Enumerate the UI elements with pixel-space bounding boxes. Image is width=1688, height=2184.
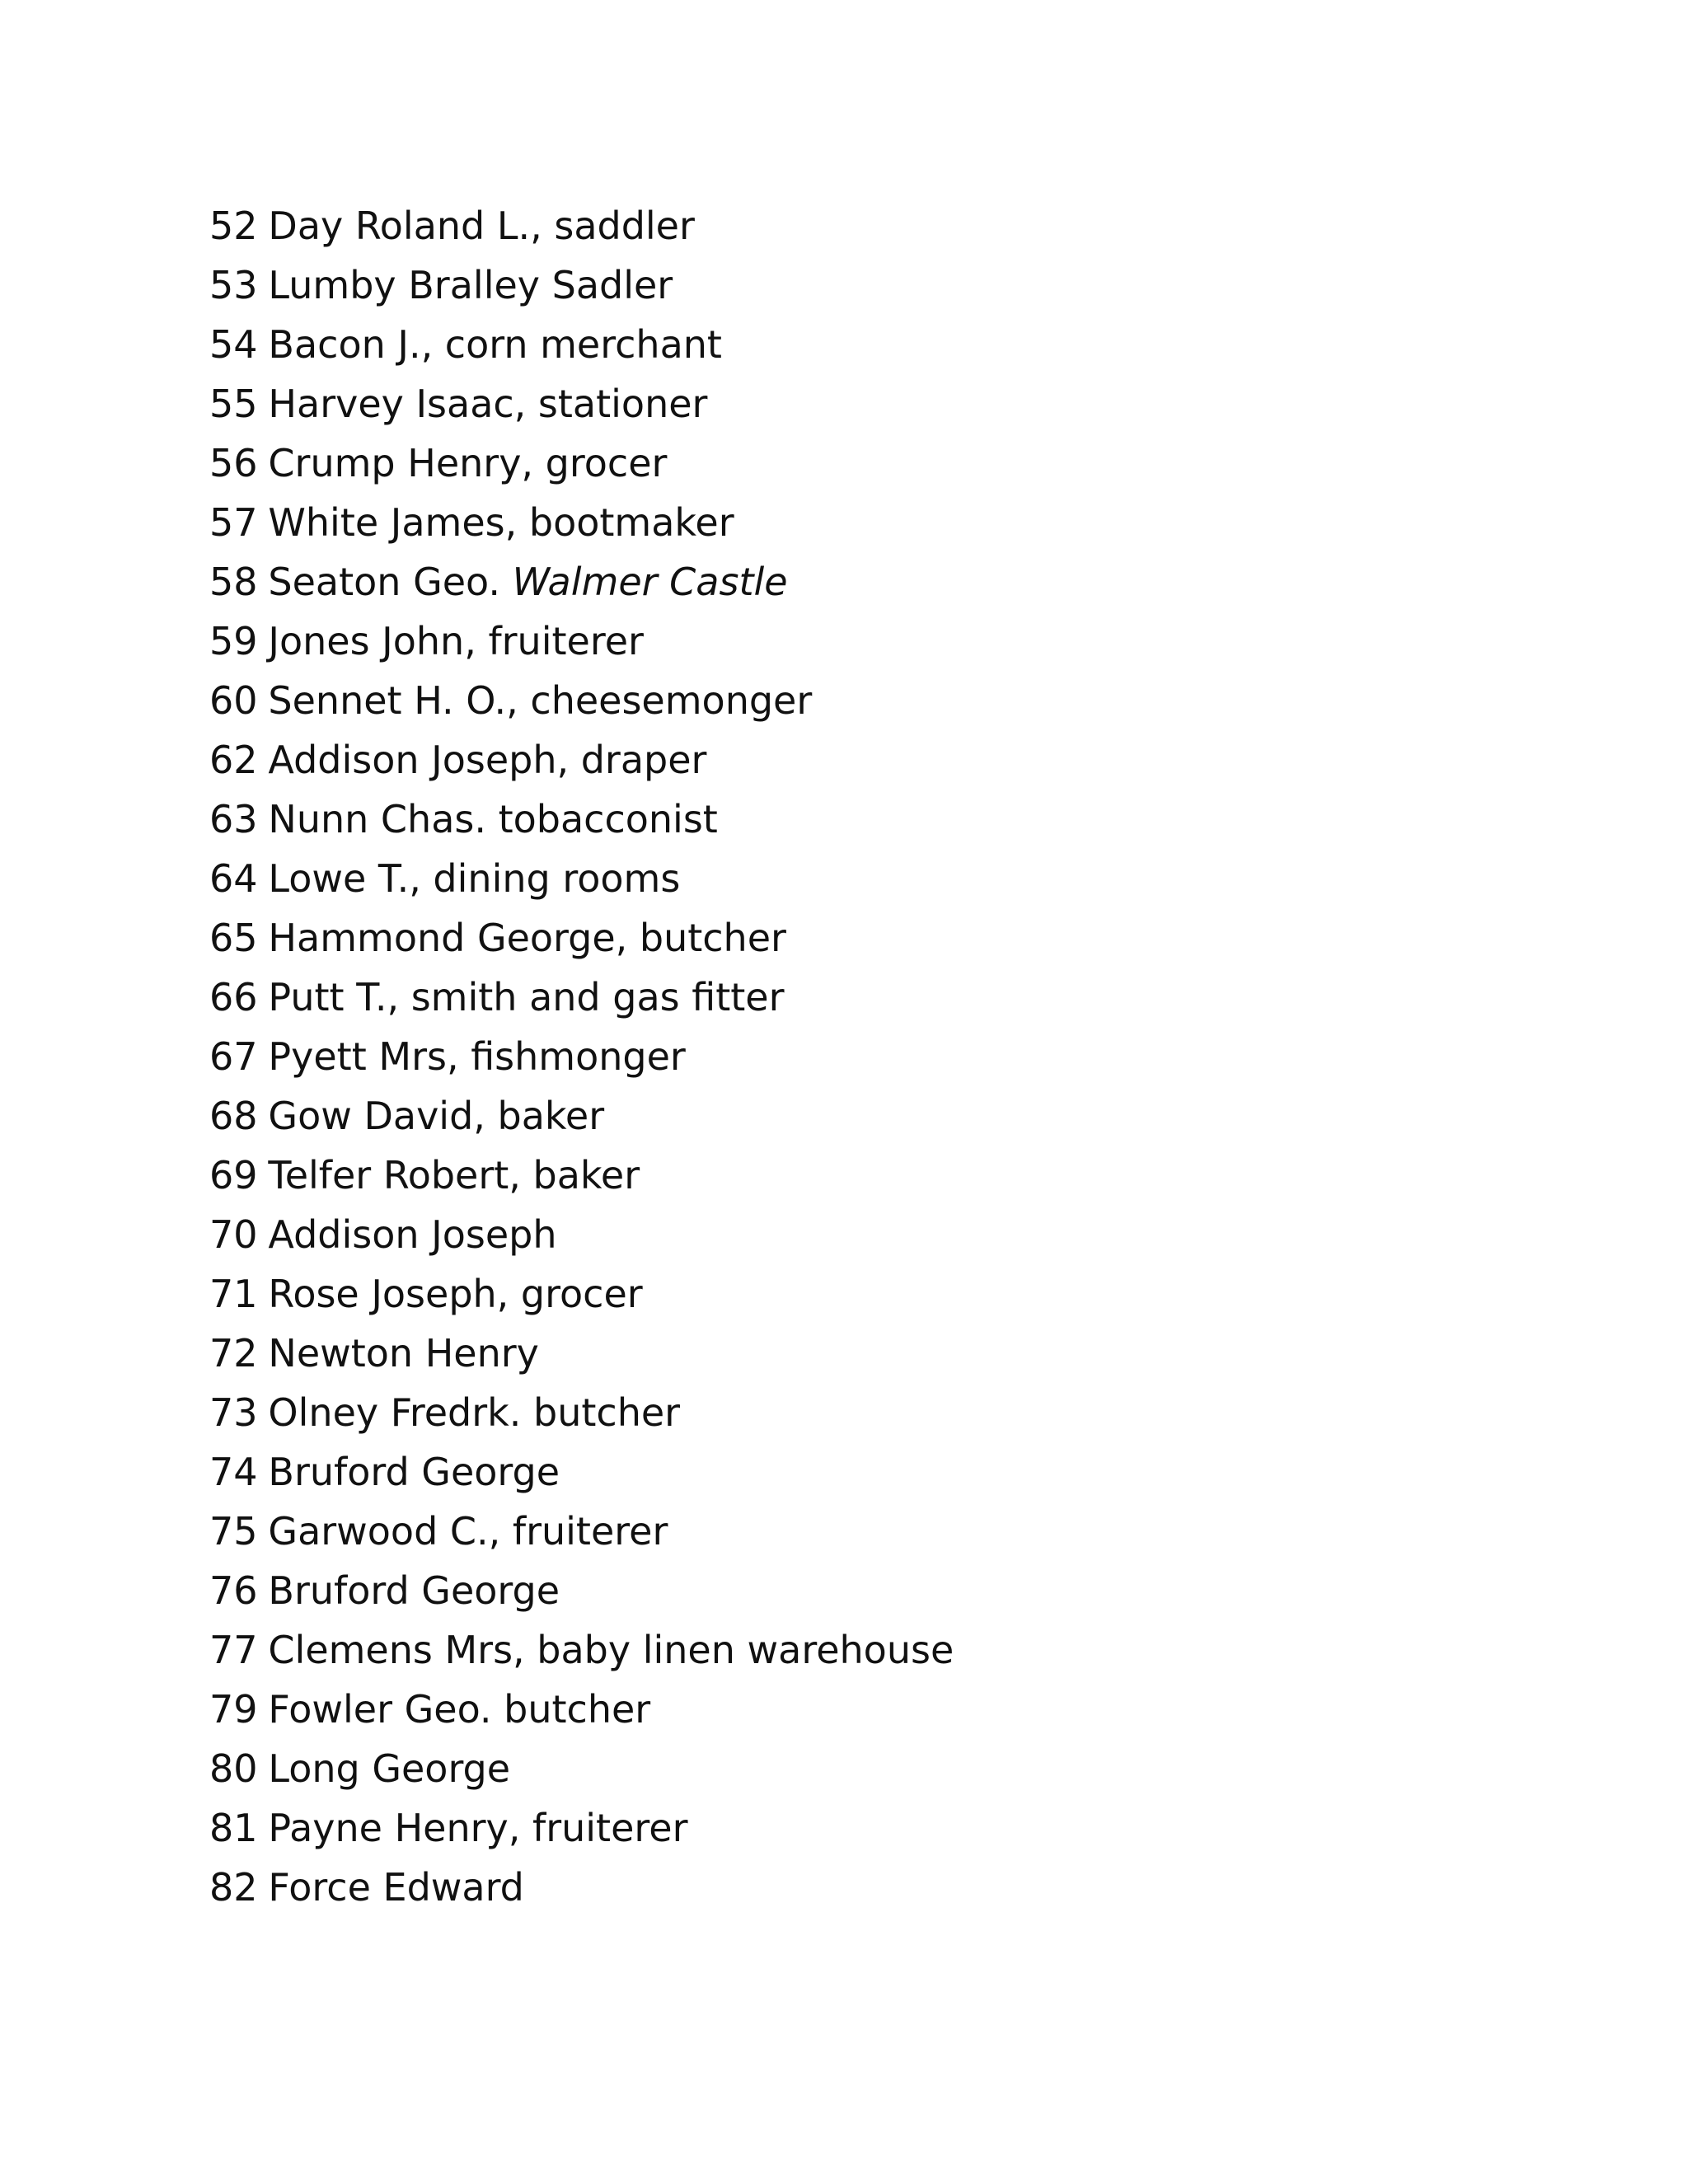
list-item xyxy=(209,1086,954,1146)
list-item xyxy=(209,1324,954,1383)
entry-text: Sennet H. O., cheesemonger xyxy=(268,678,813,723)
entry-text: Fowler Geo. butcher xyxy=(268,1687,651,1732)
entry-text: Bruford George xyxy=(268,1450,560,1494)
entry-text: Addison Joseph, draper xyxy=(268,738,707,782)
entry-number: 80 xyxy=(209,1746,258,1791)
list-item xyxy=(209,374,954,434)
entry-text: Bruford George xyxy=(268,1568,560,1613)
entry-text: Harvey Isaac, stationer xyxy=(268,382,708,426)
entry-number: 62 xyxy=(209,738,258,782)
entry-number: 52 xyxy=(209,204,258,248)
entry-text: Jones John, fruiterer xyxy=(268,619,644,663)
entry-text: Newton Henry xyxy=(268,1331,539,1376)
entry-text: Garwood C., fruiterer xyxy=(268,1509,668,1554)
entry-text: Clemens Mrs, baby linen warehouse xyxy=(268,1628,954,1672)
entry-number: 81 xyxy=(209,1806,258,1850)
list-item xyxy=(209,1858,954,1917)
list-item xyxy=(209,1680,954,1739)
entry-text: Payne Henry, fruiterer xyxy=(268,1806,688,1850)
list-item xyxy=(209,1620,954,1680)
entry-text: Olney Fredrk. butcher xyxy=(268,1390,681,1435)
list-item xyxy=(209,196,954,255)
entry-text: Crump Henry, grocer xyxy=(268,441,668,485)
entry-number: 58 xyxy=(209,560,258,604)
list-item xyxy=(209,849,954,908)
list-item xyxy=(209,315,954,374)
entry-number: 66 xyxy=(209,975,258,1019)
entry-place-italic: Walmer Castle xyxy=(512,560,788,604)
list-item xyxy=(209,671,954,730)
entry-text: Seaton Geo. xyxy=(268,560,513,604)
entry-text: Bacon J., corn merchant xyxy=(268,322,722,367)
entry-number: 55 xyxy=(209,382,258,426)
entry-text: Nunn Chas. tobacconist xyxy=(268,797,718,841)
list-item xyxy=(209,1502,954,1561)
list-item xyxy=(209,1798,954,1858)
entry-number: 63 xyxy=(209,797,258,841)
entry-number: 65 xyxy=(209,916,258,960)
entry-text: Lowe T., dining rooms xyxy=(268,856,681,901)
list-item xyxy=(209,1561,954,1620)
entry-number: 73 xyxy=(209,1390,258,1435)
entry-text: Gow David, baker xyxy=(268,1094,605,1138)
list-item xyxy=(209,434,954,493)
list-item xyxy=(209,790,954,849)
entry-text: Lumby Bralley Sadler xyxy=(268,263,673,307)
entry-number: 53 xyxy=(209,263,258,307)
list-item xyxy=(209,1442,954,1502)
entry-number: 60 xyxy=(209,678,258,723)
entry-text: Pyett Mrs, fishmonger xyxy=(268,1034,686,1079)
list-item xyxy=(209,1205,954,1264)
list-item xyxy=(209,255,954,315)
entry-number: 72 xyxy=(209,1331,258,1376)
entry-number: 54 xyxy=(209,322,258,367)
entry-text: Long George xyxy=(268,1746,511,1791)
entry-text: Putt T., smith and gas fitter xyxy=(268,975,785,1019)
list-item xyxy=(209,1264,954,1324)
entry-number: 69 xyxy=(209,1153,258,1197)
entry-number: 74 xyxy=(209,1450,258,1494)
directory-list xyxy=(209,196,954,1917)
list-item xyxy=(209,612,954,671)
entry-text: Force Edward xyxy=(268,1865,524,1910)
list-item xyxy=(209,908,954,968)
list-item xyxy=(209,1027,954,1086)
list-item xyxy=(209,730,954,790)
entry-number: 56 xyxy=(209,441,258,485)
entry-number: 79 xyxy=(209,1687,258,1732)
entry-number: 67 xyxy=(209,1034,258,1079)
list-item xyxy=(209,493,954,552)
entry-text: Day Roland L., saddler xyxy=(268,204,695,248)
entry-number: 76 xyxy=(209,1568,258,1613)
entry-text: Rose Joseph, grocer xyxy=(268,1272,643,1316)
entry-number: 77 xyxy=(209,1628,258,1672)
entry-number: 70 xyxy=(209,1212,258,1257)
list-item xyxy=(209,1146,954,1205)
entry-number: 71 xyxy=(209,1272,258,1316)
entry-number: 64 xyxy=(209,856,258,901)
entry-text: White James, bootmaker xyxy=(268,500,734,545)
list-item xyxy=(209,1383,954,1442)
entry-text: Telfer Robert, baker xyxy=(268,1153,640,1197)
list-item xyxy=(209,968,954,1027)
entry-text: Hammond George, butcher xyxy=(268,916,786,960)
list-item xyxy=(209,1739,954,1798)
entry-number: 82 xyxy=(209,1865,258,1910)
entry-text: Addison Joseph xyxy=(268,1212,557,1257)
list-item xyxy=(209,552,954,612)
entry-number: 57 xyxy=(209,500,258,545)
entry-number: 75 xyxy=(209,1509,258,1554)
entry-number: 59 xyxy=(209,619,258,663)
entry-number: 68 xyxy=(209,1094,258,1138)
